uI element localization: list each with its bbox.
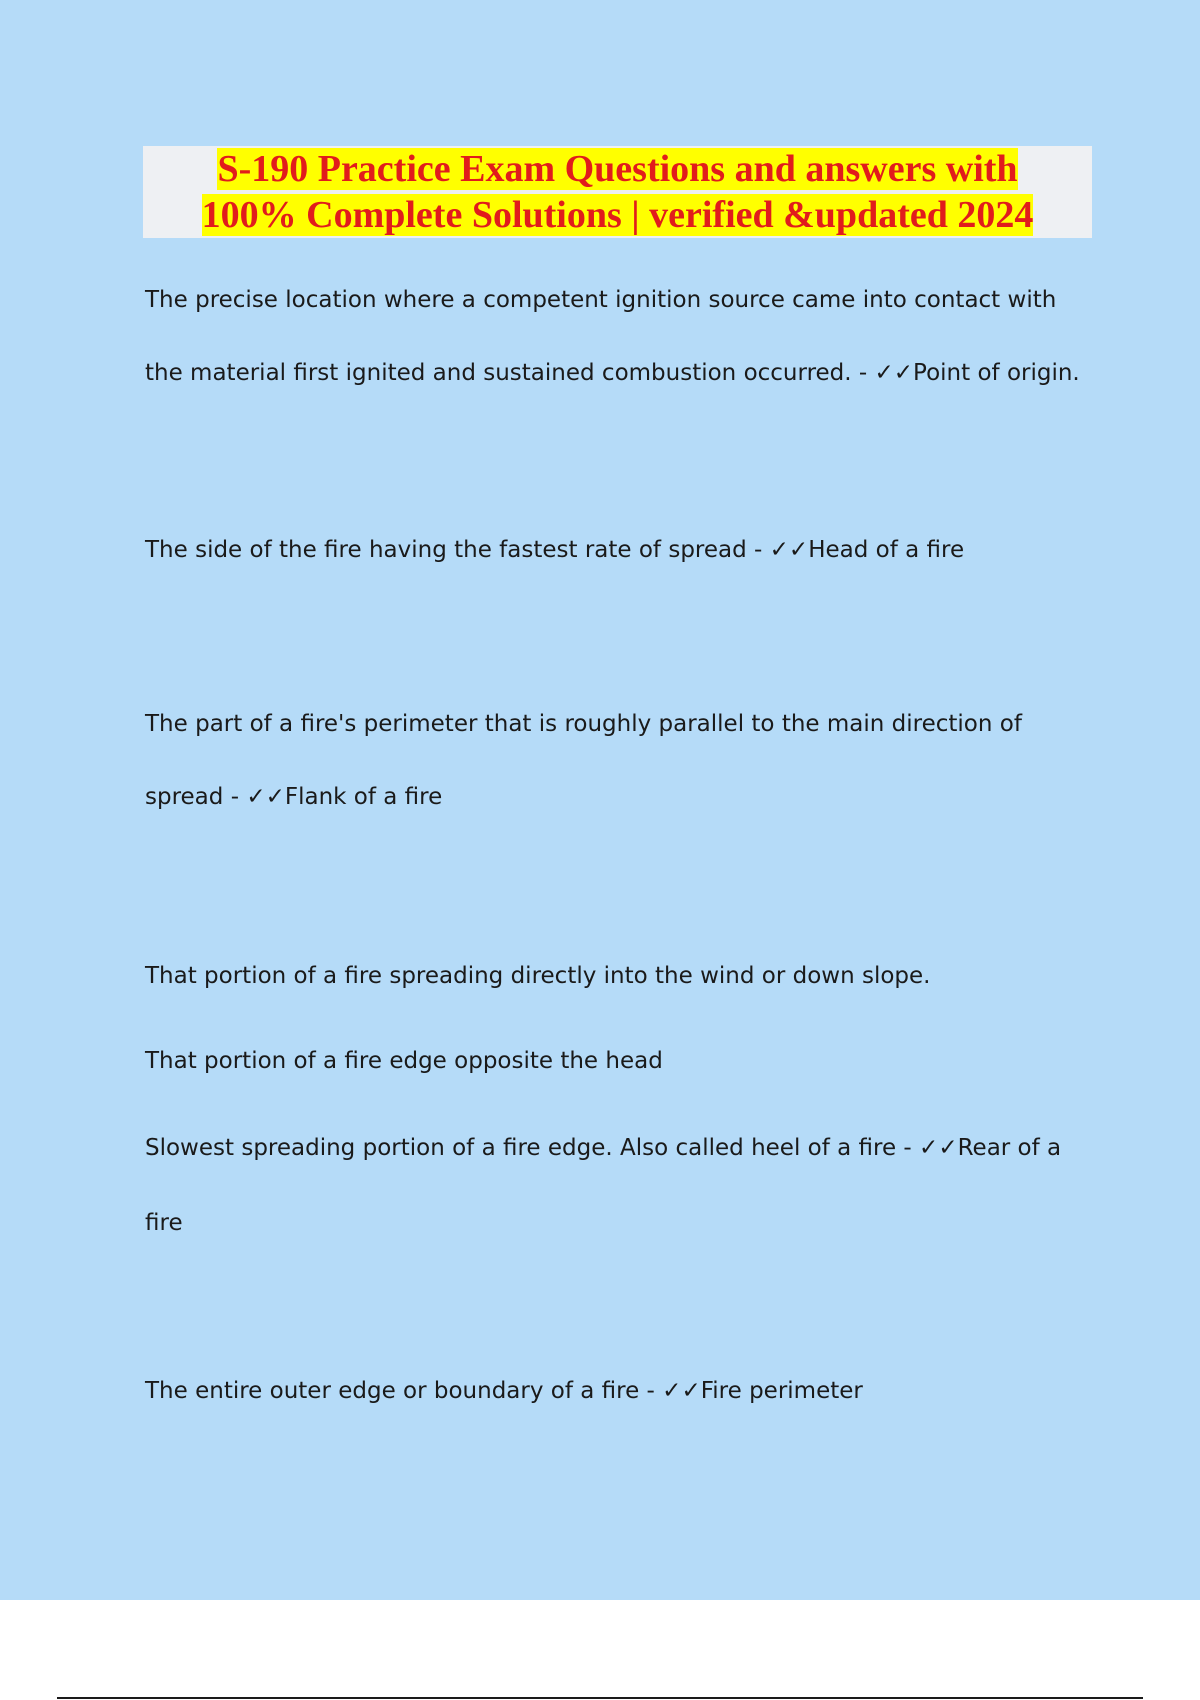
question-answer-line xyxy=(145,1355,1095,1428)
question-text: Slowest spreading portion of a fire edge. Also called heel of a fire - xyxy=(145,1135,920,1161)
document-title-line-1: S-190 Practice Exam Questions and answers with xyxy=(217,148,1018,190)
question-text: the material first ignited and sustained combustion occurred. - xyxy=(145,360,875,386)
question-text-line: That portion of a fire spreading directly into the wind or down slope. xyxy=(145,963,931,989)
question-answer-line xyxy=(145,1104,1095,1193)
title-banner xyxy=(143,146,1092,238)
qa-item-4 xyxy=(145,934,1095,1253)
question-text: spread - xyxy=(145,784,247,810)
answer-text-continued: fire xyxy=(145,1210,183,1236)
qa-item-1 xyxy=(145,264,1095,410)
answer-text: Rear of a xyxy=(957,1135,1062,1161)
check-icon: ✓✓ xyxy=(246,784,285,810)
question-answer-line xyxy=(145,337,1095,410)
question-text-line: That portion of a fire edge opposite the head xyxy=(145,1048,663,1074)
answer-text: Head of a fire xyxy=(808,537,965,563)
question-answer-line xyxy=(145,761,1095,834)
answer-text: Fire perimeter xyxy=(700,1378,863,1404)
qa-item-3 xyxy=(145,688,1095,834)
qa-item-5 xyxy=(145,1355,1095,1428)
question-text: The side of the fire having the fastest rate of spread - xyxy=(145,537,770,563)
footer-divider xyxy=(57,1697,1143,1699)
answer-text: Flank of a fire xyxy=(284,784,443,810)
question-text-line: The precise location where a competent ignition source came into contact with xyxy=(145,287,1057,313)
question-text-line: The part of a fire's perimeter that is roughly parallel to the main direction of xyxy=(145,711,1022,737)
qa-item-2 xyxy=(145,514,1095,587)
answer-text: Point of origin. xyxy=(913,360,1080,386)
check-icon: ✓✓ xyxy=(769,537,809,563)
question-text: The entire outer edge or boundary of a fire - xyxy=(145,1378,663,1404)
document-title-line-2: 100% Complete Solutions | verified &updated 2024 xyxy=(201,194,1034,236)
question-answer-line xyxy=(145,514,1095,587)
check-icon: ✓✓ xyxy=(662,1378,701,1404)
check-icon: ✓✓ xyxy=(919,1135,958,1161)
check-icon: ✓✓ xyxy=(874,360,914,386)
